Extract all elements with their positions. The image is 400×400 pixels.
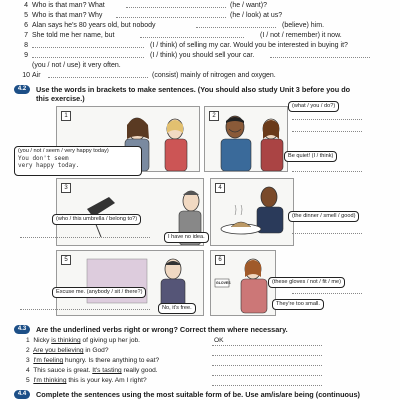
speech-bubble: Be quiet! (I / think) xyxy=(284,151,337,162)
exercise-badge: 4.4 xyxy=(14,390,30,399)
exercise-line: 2 Are you believing in God? xyxy=(26,347,109,354)
frame-number: 4 xyxy=(215,183,225,193)
answer-blank[interactable] xyxy=(126,1,226,8)
frame-number: 3 xyxy=(61,183,71,193)
picture-frame-4 xyxy=(210,178,294,246)
answer-blank[interactable] xyxy=(20,308,150,310)
answer-blank[interactable] xyxy=(212,374,322,376)
exercise-line: 4 This sauce is great. It's tasting really good. xyxy=(26,367,158,374)
frame-number: 2 xyxy=(209,111,219,121)
answer-blank[interactable] xyxy=(292,292,362,294)
answer-blank[interactable] xyxy=(292,232,362,234)
exercise-badge: 4.3 xyxy=(14,325,30,334)
frame-number: 1 xyxy=(61,111,71,121)
answer-blank[interactable] xyxy=(212,364,322,366)
answer-blank[interactable] xyxy=(32,51,144,58)
speech-bubble: Excuse me. (anybody / sit / there?) xyxy=(52,287,146,298)
gloves-sign: GLOVES xyxy=(216,281,231,285)
speech-bubble: I have no idea. xyxy=(164,232,209,243)
exercise-line: 3 I'm feeling hungry. Is there anything to eat? xyxy=(26,357,160,364)
exercise-instruction: Complete the sentences using the most suitable form of be. Use am/is/are being (continuous) xyxy=(36,390,360,399)
answer-blank[interactable] xyxy=(292,130,362,132)
speech-bubble: They're too small. xyxy=(272,299,324,310)
answer-blank[interactable] xyxy=(270,51,370,58)
answer-blank[interactable] xyxy=(196,21,276,28)
frame-number: 6 xyxy=(215,255,225,265)
answer-blank[interactable] xyxy=(212,344,322,346)
picture-frame-6 xyxy=(210,250,276,316)
illustration xyxy=(205,107,287,171)
handwritten-answer: You don't seem xyxy=(18,155,69,162)
speech-bubble: (you / not / seem / very happy today) You don't seem very happy today. xyxy=(14,146,142,176)
speech-bubble: No, it's free. xyxy=(158,303,196,314)
answer-text: OK xyxy=(214,337,224,344)
answer-blank[interactable] xyxy=(32,41,144,48)
answer-blank[interactable] xyxy=(140,31,244,38)
picture-frame-2 xyxy=(204,106,288,172)
exercise-instruction: this exercise.) xyxy=(36,94,85,103)
answer-blank[interactable] xyxy=(212,354,322,356)
answer-blank[interactable] xyxy=(48,71,148,78)
exercise-line: 5 I'm thinking this is your key. Am I right? xyxy=(26,377,147,384)
speech-bubble: (who / this umbrella / belong to?) xyxy=(52,214,141,225)
answer-blank[interactable] xyxy=(20,236,150,238)
workbook-page: 4 Who is that man? What (he / want)? 5 Who is that man? Why (he / look) at us? 6 Alan says he's 80 years old, but nobody (believe) him. 7 She told me her name, but (I / not / remember) it now. 8 (I / think) of selling my car. Would you be interested in buying it? 9 (I / think) you should sell your car. (you / not / use) it very often. 10 Air (consist) mainly of nitrogen and oxygen. 4.2 Use the words in brackets to make sentences. (You should also study Unit 3 before you do this exercise.) 1 (you / not / seem / very happy today) You don't seem very happy today. 2 (what / you / do?) Be quiet! (I / think) 3 (who / this umbrella / belong to?) I have no idea. 4 (the dinner / smell / good) 5 Excuse me. (anybody / sit / there?) No, it's free. 6 GLOVES (these gloves / not / fit / me) They're too small. 4.3 Are the underlined verbs right or wrong? Correct them where necessary. 1 Nicky is thinking of giving up her job. OK 2 Are you believing in God? 3 I'm feeling hungry. Is there anything to eat? 4 This sauce is great. It's tasting really good. 5 I'm thinking this is your key. Am I right? 4.4 Complete the sentences using the most suitable form of be. Use am/is/are being (continuous) xyxy=(0,0,400,400)
exercise-badge: 4.2 xyxy=(14,85,30,94)
frame-number: 5 xyxy=(61,255,71,265)
speech-bubble: (what / you / do?) xyxy=(288,101,339,112)
exercise-instruction: Are the underlined verbs right or wrong? Correct them where necessary. xyxy=(36,325,288,334)
answer-blank[interactable] xyxy=(292,170,362,172)
handwritten-answer: very happy today. xyxy=(18,162,80,169)
exercise-line: 1 Nicky is thinking of giving up her job. xyxy=(26,337,141,344)
answer-blank[interactable] xyxy=(116,11,226,18)
speech-bubble: (the dinner / smell / good) xyxy=(288,211,359,222)
speech-bubble: (these gloves / not / fit / me) xyxy=(268,277,345,288)
answer-blank[interactable] xyxy=(292,118,362,120)
illustration xyxy=(211,179,293,245)
exercise-instruction: Use the words in brackets to make sentences. (You should also study Unit 3 before you do xyxy=(36,85,351,94)
answer-blank[interactable] xyxy=(212,384,322,386)
